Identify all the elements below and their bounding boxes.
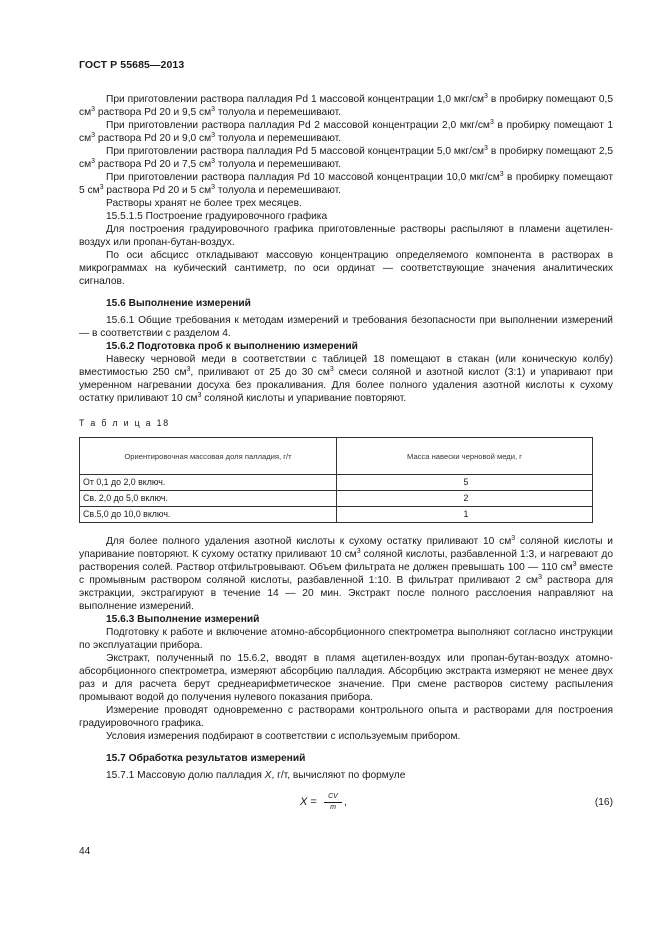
table-row	[80, 507, 593, 523]
table-header-row	[80, 438, 593, 475]
paragraph-conditions: Условия измерения подбирают в соответствии с используемым прибором.	[106, 731, 461, 742]
formula-16	[79, 790, 613, 820]
page-content	[79, 93, 613, 820]
table-row	[80, 491, 593, 507]
table-cell-range: Св.5,0 до 10,0 включ.	[80, 507, 337, 523]
paragraph-extract-measure: Экстракт, полученный по 15.6.2, вводят в пламя ацетилен-воздух или пропан-бутан-воздух атомно-абсорбционного спектрометра, измеряют абсорбцию палладия. Абсорбцию экстракта измеряют не менее двух раз и для расчета берут среднеарифметическое значение. При смене растворов систему распыления промывают водой до получения нулевого показания прибора.	[79, 653, 613, 703]
formula-numerator: CV	[324, 792, 342, 803]
paragraph-spectrometer-setup: Подготовку к работе и включение атомно-абсорбционного спектрометра выполняют согласно инструкции по эксплуатации прибора.	[79, 627, 613, 651]
column-header-mass: Масса навески черновой меди, г	[337, 438, 593, 475]
table-row	[80, 475, 593, 491]
table-cell-range: Св. 2,0 до 5,0 включ.	[80, 491, 337, 507]
table-cell-range: От 0,1 до 2,0 включ.	[80, 475, 337, 491]
paragraph-axes: По оси абсцисс откладывают массовую концентрацию определяемого компонента в растворах в микрограммах на кубический сантиметр, по оси ординат — соответствующие значения аналитических сигналов.	[79, 250, 613, 287]
paragraph-pd1: При приготовлении раствора палладия Pd 1 массовой концентрации 1,0 мкг/$см^3$ в пробирку помещают 0,5 $см^3$ раствора Pd 20 и 9,5 $см^3$ толуола и перемешивают.	[79, 93, 613, 118]
formula-comma: ,	[344, 797, 347, 808]
page-number: 44	[79, 846, 91, 857]
formula-number: (16)	[594, 797, 613, 808]
formula-fraction	[324, 792, 342, 812]
table-cell-mass: 5	[337, 475, 593, 491]
paragraph-simultaneous: Измерение проводят одновременно с растворами контрольного опыта и растворами для построения градуировочного графика.	[79, 705, 613, 729]
paragraph-pd5: При приготовлении раствора палладия Pd 5 массовой концентрации 5,0 мкг/$см^3$ в пробирку помещают 2,5 $см^3$ раствора Pd 20 и 7,5 $см^3$ толуола и перемешивают.	[79, 145, 613, 170]
paragraph-15-7-1: 15.7.1 Массовую долю палладия X, г/т, вычисляют по формуле	[106, 770, 406, 781]
paragraph-calibration-spray: Для построения градуировочного графика приготовленные растворы распыляют в пламени ацетилен-воздух или пропан-бутан-воздух.	[79, 224, 613, 248]
paragraph-pd10: При приготовлении раствора палладия Pd 10 массовой концентрации 10,0 мкг/$см^3$ в пробирку помещают 5 $см^3$ раствора Pd 20 и 5 $см^3$ толуола и перемешивают.	[79, 171, 614, 196]
table-18	[79, 437, 593, 523]
paragraph-pd2: При приготовлении раствора палладия Pd 2 массовой концентрации 2,0 мкг/$см^3$ в пробирку помещают 1 $см^3$ раствора Pd 20 и 9,0 $см^3$ толуола и перемешивают.	[79, 119, 613, 144]
paragraph-15-6-1: 15.6.1 Общие требования к методам измерений и требования безопасности при выполнении измерений — в соответствии с разделом 4.	[79, 315, 613, 339]
section-heading-15-7: 15.7 Обработка результатов измерений	[106, 753, 306, 764]
section-heading-15-6-2: 15.6.2 Подготовка проб к выполнению измерений	[106, 341, 358, 352]
standard-header: ГОСТ Р 55685—2013	[79, 59, 185, 71]
formula-lhs: X =	[300, 796, 317, 808]
paragraph-sample-prep: Навеску черновой меди в соответствии с таблицей 18 помещают в стакан (или коническую колбу) вместимостью 250 $см^3$, приливают от 25 до 30 $см^3$ смеси соляной и азотной кислот (3:1) и упаривают при умеренном нагревании досуха без прокаливания. Для более полного удаления азотной кислоты к сухому остатку приливают 10 $см^3$ соляной кислоты и упаривание повторяют.	[79, 354, 613, 404]
paragraph-storage: Растворы хранят не более трех месяцев.	[106, 198, 302, 209]
table-caption: Т а б л и ц а 18	[79, 418, 170, 428]
formula-denominator: m	[330, 804, 336, 811]
section-heading-15-6: 15.6 Выполнение измерений	[106, 298, 251, 309]
paragraph-dissolution: Для более полного удаления азотной кислоты к сухому остатку приливают 10 $см^3$ соляной кислоты и упаривание повторяют. К сухому остатку приливают 10 $см^3$ соляной кислоты, разбавленной 1:3, и нагревают до растворения солей. Раствор отфильтровывают. Объем фильтрата не должен превышать 100 — 110 $см^3$ вместе с промывным раствором соляной кислоты, разбавленной 1:10. В фильтрат приливают 2 $см^3$ раствора для экстракции, экстрагируют в течение 14 — 20 мин. Экстракт после полного расслоения направляют на выполнение измерений.	[79, 535, 613, 612]
column-header-palladium: Ориентировочная массовая доля палладия, г/т	[80, 438, 337, 475]
paragraph-15-5-1-5: 15.5.1.5 Построение градуировочного графика	[106, 211, 328, 222]
section-heading-15-6-3: 15.6.3 Выполнение измерений	[106, 614, 260, 625]
table-cell-mass: 2	[337, 491, 593, 507]
table-cell-mass: 1	[337, 507, 593, 523]
